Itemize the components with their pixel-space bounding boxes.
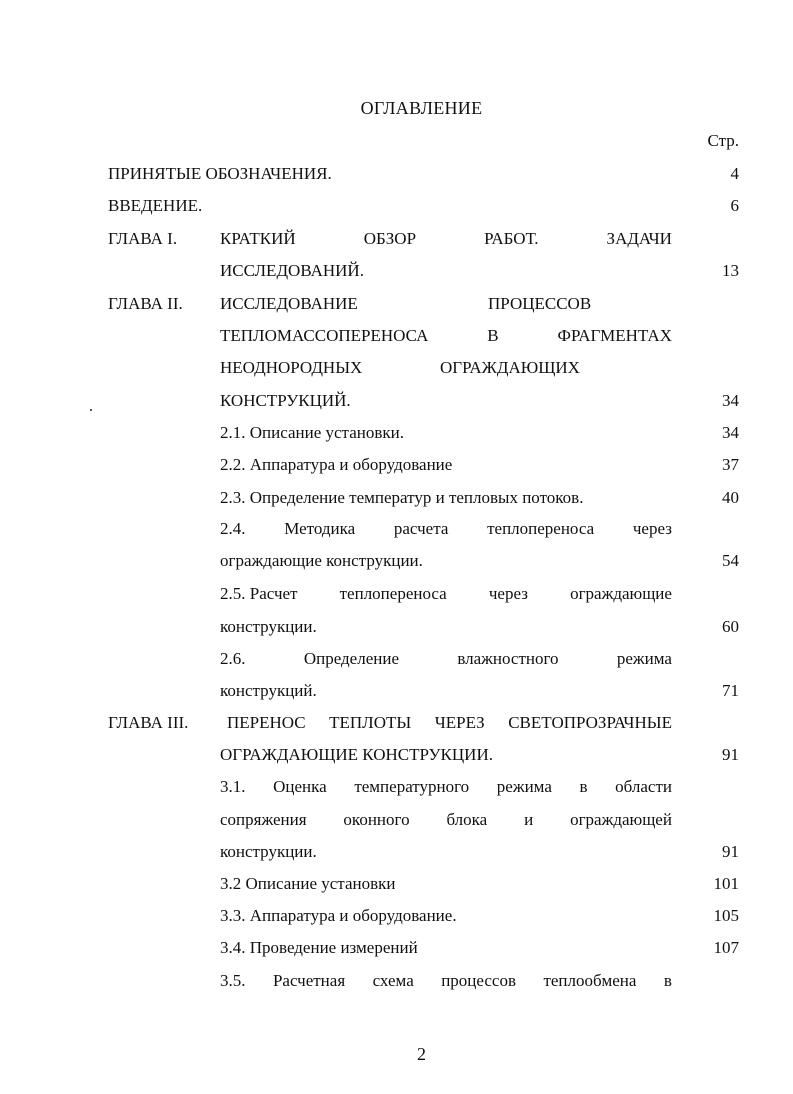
chapter-1-prefix: ГЛАВА I. bbox=[108, 229, 178, 248]
chapter-2-title-line2: ТЕПЛОМАССОПЕРЕНОСА В ФРАГМЕНТАХ bbox=[220, 326, 672, 345]
section-3-3-page: 105 bbox=[713, 906, 739, 925]
section-3-5-line1: 3.5. Расчетная схема процессов теплообмена в bbox=[220, 971, 672, 990]
chapter-3-title-line2: ОГРАЖДАЮЩИЕ КОНСТРУКЦИИ. bbox=[220, 745, 493, 764]
section-3-1-page: 91 bbox=[722, 842, 739, 861]
chapter-2-title-line3-b: ОГРАЖДАЮЩИХ bbox=[440, 358, 580, 377]
section-2-3: 2.3. Определение температур и тепловых потоков. bbox=[220, 488, 584, 507]
chapter-3-prefix: ГЛАВА III. bbox=[108, 713, 189, 732]
section-3-1-line2: сопряжения оконного блока и ограждающей bbox=[220, 810, 672, 829]
toc-page-intro: 6 bbox=[730, 196, 739, 215]
section-2-2: 2.2. Аппаратура и оборудование bbox=[220, 455, 453, 474]
section-2-1-page: 34 bbox=[722, 423, 739, 442]
section-2-6-line1: 2.6. Определение влажностного режима bbox=[220, 649, 672, 668]
chapter-2-page: 34 bbox=[722, 391, 739, 410]
section-3-1-line1: 3.1. Оценка температурного режима в области bbox=[220, 777, 672, 796]
section-2-4-line1: 2.4. Методика расчета теплопереноса через bbox=[220, 519, 672, 538]
section-2-3-page: 40 bbox=[722, 488, 739, 507]
toc-page-notation: 4 bbox=[730, 164, 739, 183]
chapter-1-title-line2: ИССЛЕДОВАНИЙ. bbox=[220, 261, 364, 280]
section-2-1: 2.1. Описание установки. bbox=[220, 423, 404, 442]
section-3-2: 3.2 Описание установки bbox=[220, 874, 396, 893]
chapter-1-page: 13 bbox=[722, 261, 739, 280]
section-3-4-page: 107 bbox=[713, 938, 739, 957]
chapter-2-title-line4: КОНСТРУКЦИЙ. bbox=[220, 391, 351, 410]
section-3-4: 3.4. Проведение измерений bbox=[220, 938, 418, 957]
page-title: ОГЛАВЛЕНИЕ bbox=[360, 98, 483, 118]
toc-entry-notation: ПРИНЯТЫЕ ОБОЗНАЧЕНИЯ. bbox=[108, 164, 332, 183]
section-3-2-page: 101 bbox=[713, 874, 739, 893]
section-2-5-page: 60 bbox=[722, 617, 739, 636]
chapter-1-title-line1: КРАТКИЙ ОБЗОР РАБОТ. ЗАДАЧИ bbox=[220, 229, 672, 248]
section-2-5-line2: конструкции. bbox=[220, 617, 317, 636]
toc-entry-intro: ВВЕДЕНИЕ. bbox=[108, 196, 203, 215]
chapter-2-prefix: ГЛАВА II. bbox=[108, 294, 183, 313]
scan-speck bbox=[90, 409, 92, 411]
section-2-4-page: 54 bbox=[722, 551, 739, 570]
page-number: 2 bbox=[417, 1044, 426, 1064]
chapter-2-title-line3-a: НЕОДНОРОДНЫХ bbox=[220, 358, 363, 377]
section-2-4-line2: ограждающие конструкции. bbox=[220, 551, 423, 570]
chapter-2-title-line1-b: ПРОЦЕССОВ bbox=[488, 294, 592, 313]
section-2-2-page: 37 bbox=[722, 455, 739, 474]
section-2-6-line2: конструкций. bbox=[220, 681, 317, 700]
chapter-2-title-line1-a: ИССЛЕДОВАНИЕ bbox=[220, 294, 358, 313]
chapter-3-page: 91 bbox=[722, 745, 739, 764]
section-3-1-line3: конструкции. bbox=[220, 842, 317, 861]
chapter-3-title-line1: ПЕРЕНОС ТЕПЛОТЫ ЧЕРЕЗ СВЕТОПРОЗРАЧНЫЕ bbox=[227, 713, 672, 732]
section-3-3: 3.3. Аппаратура и оборудование. bbox=[220, 906, 457, 925]
section-2-5-line1: 2.5. Расчет теплопереноса через ограждающие bbox=[220, 584, 672, 603]
page-column-label: Стр. bbox=[707, 131, 739, 150]
section-2-6-page: 71 bbox=[722, 681, 739, 700]
